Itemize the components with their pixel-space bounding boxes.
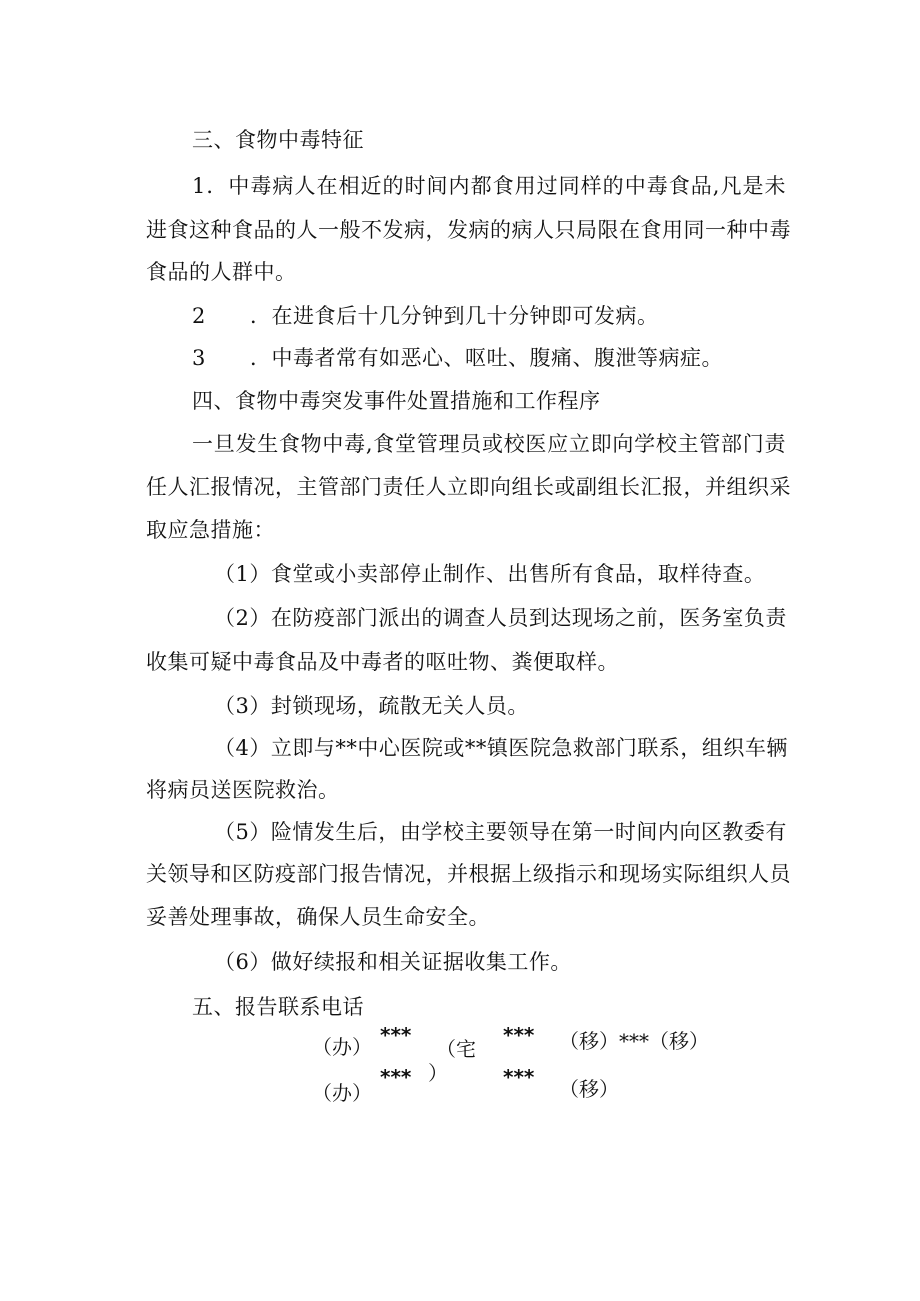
measure-5-line-1: （5）险情发生后，由学校主要领导在第一时间内向区教委有: [214, 820, 787, 844]
office-label-2: （办）: [312, 1081, 372, 1105]
measure-6: （6）做好续报和相关证据收集工作。: [214, 950, 572, 974]
measure-5-line-2: 关领导和区防疫部门报告情况，并根据上级指示和现场实际组织人员: [146, 862, 791, 886]
home-label-open: （宅: [436, 1037, 476, 1061]
section-3-item-3: [192, 344, 723, 372]
section-4-intro-line-2: 任人汇报情况，主管部门责任人立即向组长或副组长汇报，并组织采: [146, 475, 791, 499]
section-3-item-1-line-3: 食品的人群中。: [146, 260, 297, 284]
measure-4-line-2: 将病员送医院救治。: [146, 778, 340, 802]
section-4-title: 四、食物中毒突发事件处置措施和工作程序: [192, 389, 601, 413]
item-text: ．在进食后十几分钟到几十分钟即可发病。: [250, 304, 659, 328]
section-3-item-1-line-2: 进食这种食品的人一般不发病，发病的病人只局限在食用同一种中毒: [146, 218, 791, 242]
home-label-close: ）: [428, 1061, 448, 1085]
item-number: 2: [192, 304, 206, 328]
section-3-title: 三、食物中毒特征: [192, 128, 364, 152]
measure-1: （1）食堂或小卖部停止制作、出售所有食品，取样待查。: [214, 562, 766, 586]
item-text: ．中毒者常有如恶心、呕吐、腹痛、腹泄等病症。: [250, 346, 723, 370]
measure-3: （3）封锁现场，疏散无关人员。: [214, 694, 529, 718]
measure-4-line-1: （4）立即与**中心医院或**镇医院急救部门联系，组织车辆: [214, 736, 788, 760]
item-number: 3: [192, 346, 206, 370]
office-number-2: ***: [380, 1065, 412, 1089]
section-4-intro-line-1: 一旦发生食物中毒,食堂管理员或校医应立即向学校主管部门责: [192, 432, 786, 456]
office-number-1: ***: [380, 1023, 412, 1047]
section-5-title: 五、报告联系电话: [192, 995, 364, 1019]
measure-2-line-1: （2）在防疫部门派出的调查人员到达现场之前，医务室负责: [214, 606, 787, 630]
measure-2-line-2: 收集可疑中毒食品及中毒者的呕吐物、粪便取样。: [146, 650, 619, 674]
measure-5-line-3: 妥善处理事故，确保人员生命安全。: [146, 905, 490, 929]
mobile-row-1: （移）***（移）: [559, 1029, 709, 1053]
home-number-2: ***: [503, 1065, 535, 1089]
office-label-1: （办）: [312, 1035, 372, 1059]
mobile-label-2: （移）: [559, 1077, 619, 1101]
section-3-item-1-line-1: 1．中毒病人在相近的时间内都食用过同样的中毒食品,凡是未: [192, 174, 786, 198]
section-4-intro-line-3: 取应急措施：: [146, 518, 275, 542]
home-number-1: ***: [503, 1023, 535, 1047]
section-3-item-2: [192, 302, 659, 330]
